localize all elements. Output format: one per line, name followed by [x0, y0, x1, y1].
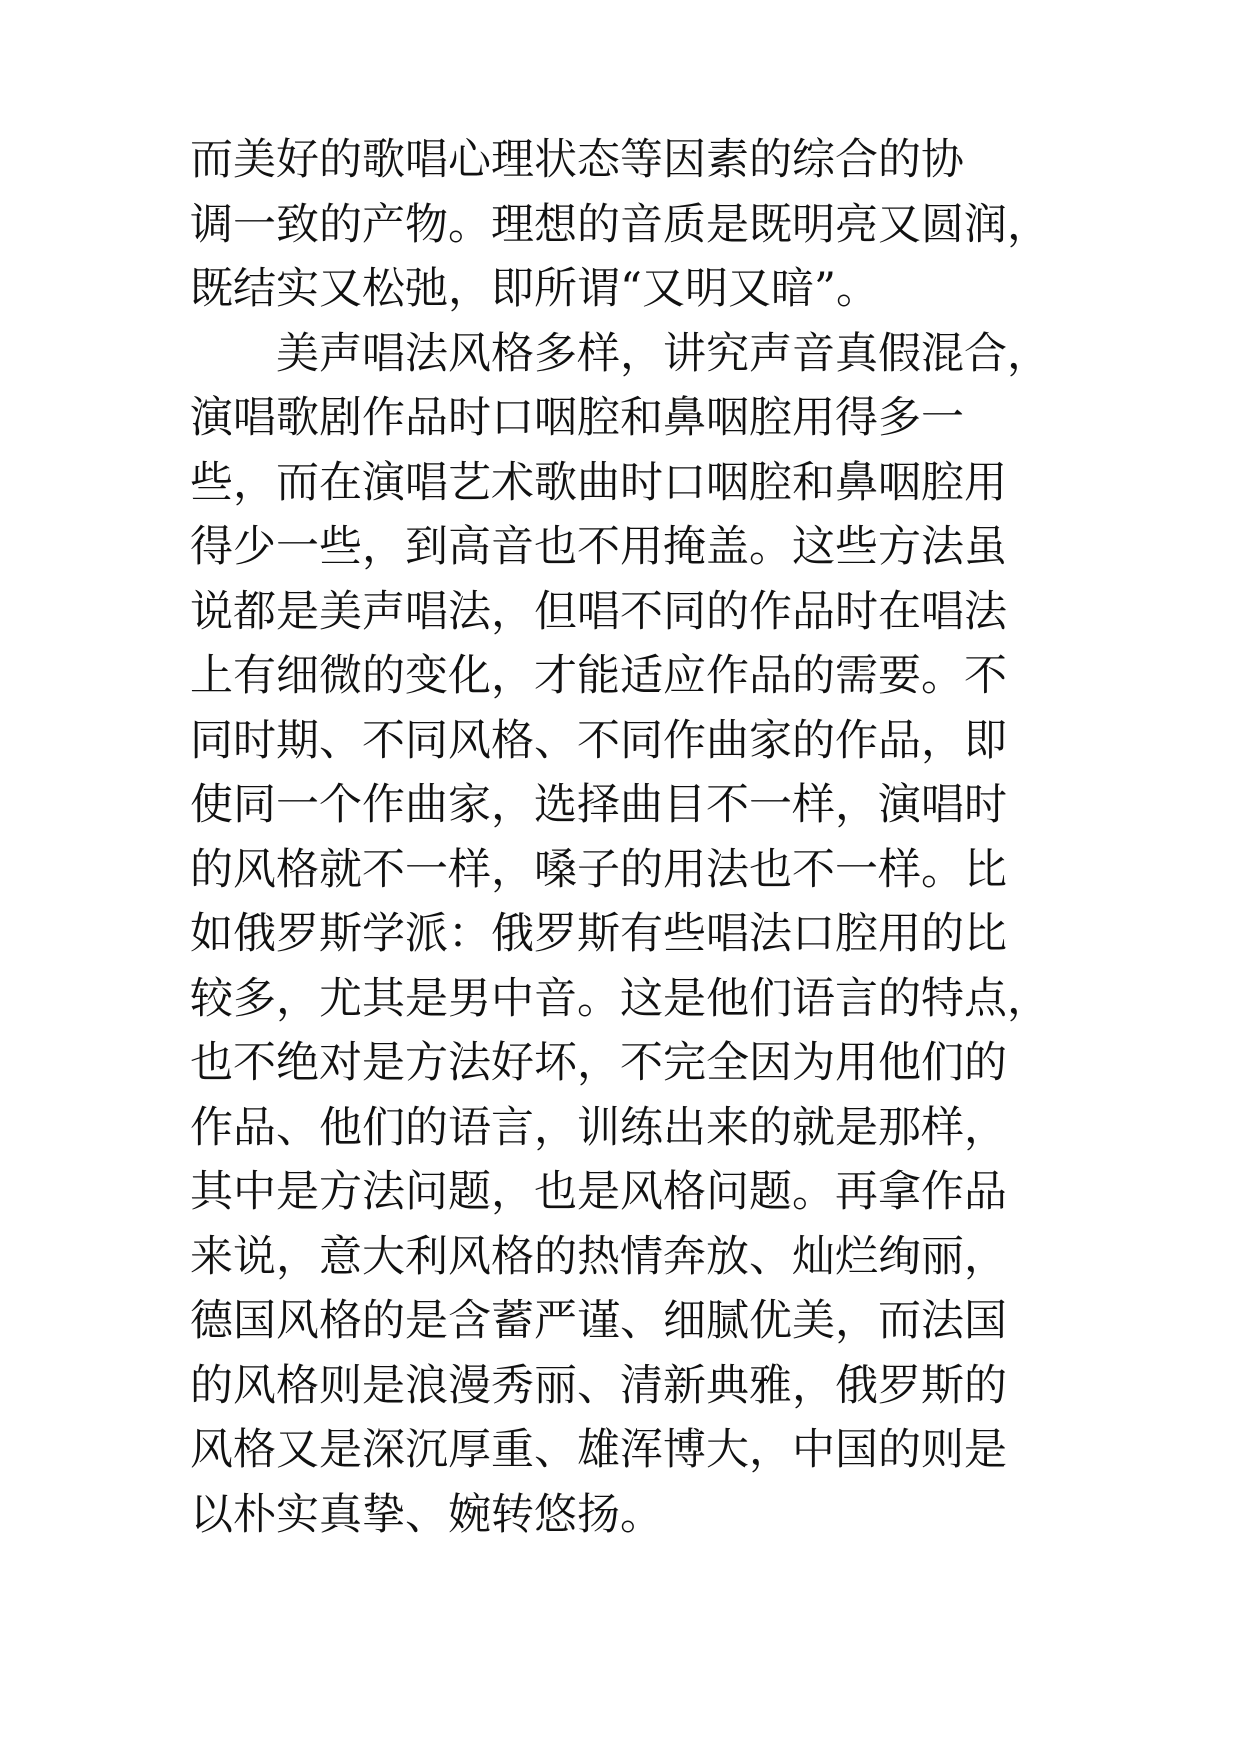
text-line: 德国风格的是含蓄严谨、细腻优美，而法国 [190, 1296, 1007, 1346]
text-line: 说都是美声唱法，但唱不同的作品时在唱法 [190, 586, 1007, 637]
text-line: 使同一个作曲家，选择曲目不一样，演唱时 [190, 780, 1007, 830]
text-line: 上有细微的变化，才能适应作品的需要。不 [190, 651, 1007, 701]
text-line: 调一致的产物。理想的音质是既明亮又圆润， [190, 199, 1050, 250]
text-line: 的风格则是浪漫秀丽、清新典雅，俄罗斯的 [190, 1360, 1007, 1411]
text-line: 来说，意大利风格的热情奔放、灿烂绚丽， [190, 1231, 1007, 1282]
paragraph-start-line: 美声唱法风格多样，讲究声音真假混合， [276, 328, 1050, 379]
text-line: 得少一些，到高音也不用掩盖。这些方法虽 [190, 522, 1007, 572]
text-line: 较多，尤其是男中音。这是他们语言的特点， [190, 973, 1050, 1024]
text-line: 作品、他们的语言，训练出来的就是那样， [190, 1102, 1007, 1153]
text-line: 而美好的歌唱心理状态等因素的综合的协 [190, 135, 964, 185]
text-line: 的风格就不一样，嗓子的用法也不一样。比 [190, 844, 1007, 895]
text-line: 演唱歌剧作品时口咽腔和鼻咽腔用得多一 [190, 393, 964, 443]
text-line: 既结实又松弛，即所谓“又明又暗”。 [190, 264, 879, 314]
text-line: 些，而在演唱艺术歌曲时口咽腔和鼻咽腔用 [190, 457, 1007, 508]
text-line: 也不绝对是方法好坏，不完全因为用他们的 [190, 1038, 1007, 1088]
body-text [190, 128, 1190, 1547]
text-line: 如俄罗斯学派：俄罗斯有些唱法口腔用的比 [190, 909, 1007, 959]
text-line: 同时期、不同风格、不同作曲家的作品，即 [190, 715, 1007, 766]
text-line: 风格又是深沉厚重、雄浑博大，中国的则是 [190, 1425, 1007, 1475]
text-line: 以朴实真挚、婉转悠扬。 [190, 1489, 663, 1540]
text-line: 其中是方法问题，也是风格问题。再拿作品 [190, 1167, 1007, 1217]
